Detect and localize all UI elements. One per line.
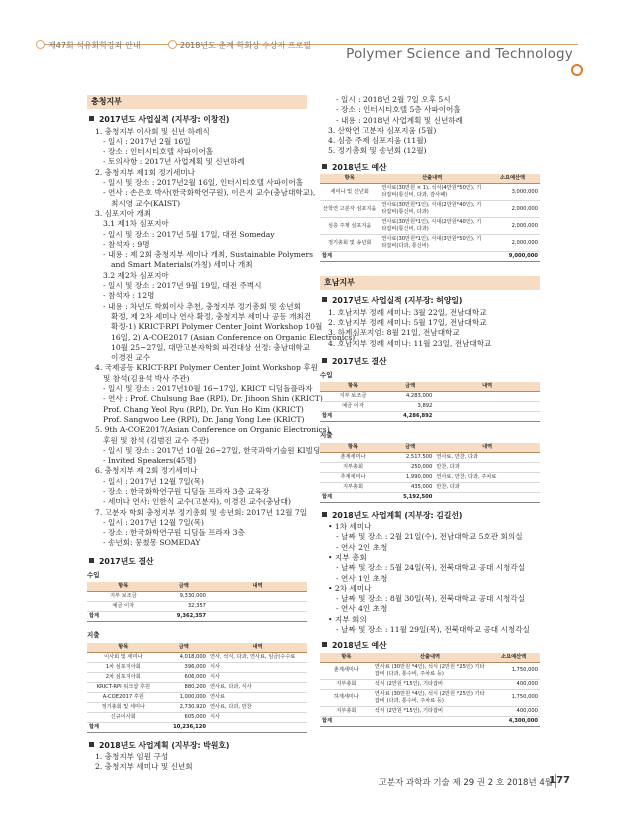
- text-line: 7. 고분자 학회 충청지부 정기총회 및 송년회: 2017년 12월 7일: [95, 507, 308, 517]
- table-header-cell: 항목: [320, 174, 379, 184]
- table-total-row: [320, 252, 540, 262]
- text-line: - 연사 : Prof. Chulsung Bae (RPI), Dr. Jihoon Shin (KRICT): [103, 394, 323, 404]
- text-line: - 장소 : 한국화학연구원 디딤돌 프라자 3층: [103, 528, 245, 538]
- income-label: 수입: [87, 571, 100, 580]
- table-cell: 1,000,000: [160, 692, 208, 702]
- table-cell: [208, 592, 307, 602]
- table-row: [87, 712, 307, 722]
- table-header-cell: 내역: [434, 443, 540, 453]
- table-cell: 석식 (2만원 *15인), 기타잡비: [373, 679, 487, 689]
- table-cell: [208, 612, 307, 622]
- table-total-row: [320, 716, 540, 726]
- bullet-square-icon: [322, 297, 327, 302]
- text-line: - 장소 : 인터시티호텔 사파이어홀: [103, 147, 214, 157]
- expense-label: 지출: [87, 631, 100, 640]
- table-total-row: [320, 492, 540, 502]
- table-cell: 연사료, 다과, 식사: [208, 682, 307, 692]
- table-cell: 세미나 및 신년회: [320, 184, 379, 201]
- table-cell: 2,000,000: [485, 201, 540, 218]
- table-header-cell: 산출내역: [373, 653, 487, 663]
- table-cell: 4,286,892: [386, 412, 434, 422]
- table-cell: 예금 이자: [87, 602, 160, 612]
- text-line: 및 참석(김용석 박사 주관): [103, 373, 190, 383]
- table-cell: 정기총회 및 송년회: [320, 235, 379, 252]
- honam-plan-lines: [320, 308, 540, 349]
- table-row: [320, 218, 540, 235]
- table-cell: 396,000: [160, 662, 208, 672]
- text-line: 이경진 교수: [111, 353, 151, 363]
- journal-info: 고분자 과학과 기술 제 29 권 2 호 2018년 4월: [378, 778, 553, 788]
- table-cell: 연사료 (30만원 *4인), 석식 (2만원 *25인) 기타잡비 (다과, 통수비, 주차료 등): [373, 662, 487, 679]
- table-cell: 합계: [320, 252, 379, 262]
- table-row: [87, 652, 307, 662]
- table-cell: 식사: [208, 672, 307, 682]
- table-cell: 합계: [320, 492, 386, 502]
- header-title: Polymer Science and Technology: [346, 46, 573, 62]
- table-row: [320, 706, 540, 716]
- text-line: 10월 25~27일, 대만고분자학회 파견대상 선정: 충남대학교: [111, 342, 311, 352]
- table-cell: 32,357: [160, 602, 208, 612]
- table-cell: [208, 602, 307, 612]
- table-row: [320, 482, 540, 492]
- table-row: [87, 692, 307, 702]
- table-cell: 지부총회: [320, 679, 373, 689]
- text-line: 1. 충청지부 임원 구성: [95, 751, 169, 761]
- table-cell: [434, 492, 540, 502]
- table-cell: 605,000: [160, 712, 208, 722]
- text-line: 2. 호남지부 정례 세미나: 5월 17일, 전남대학교: [328, 317, 487, 327]
- text-line: and Smart Materials(가칭) 세미나 개최: [111, 260, 253, 270]
- table-cell: 4,018,000: [160, 652, 208, 662]
- table-header-cell: 항목: [320, 443, 386, 453]
- page-number: 177: [549, 775, 570, 786]
- ring-icon: [571, 64, 583, 76]
- text-line: - 내용 : 차년도 학회이사 추천, 충청지부 정기총회 및 송년회: [103, 301, 301, 311]
- table-header-cell: 금액: [160, 643, 208, 653]
- table-cell: 2,000,000: [485, 235, 540, 252]
- table-header-cell: 항목: [320, 653, 373, 663]
- text-line: 4. 호남지부 정례 세미나: 11월 23일, 전남대학교: [328, 338, 492, 348]
- text-line: • 2차 세미나: [328, 583, 372, 593]
- left-2018-lines: [87, 752, 307, 773]
- text-line: - 날짜 및 장소 : 2월 21일(수), 전남대학교 5호관 회의실: [336, 532, 523, 542]
- table-cell: 10,236,120: [160, 722, 208, 732]
- text-line: 3. 심포지아 개최: [95, 208, 152, 218]
- text-line: - 일시 및 장소 : 2017년10월 16~17일, KRICT 디딤돌플라자: [103, 384, 313, 394]
- table-cell: 5,192,500: [386, 492, 434, 502]
- expense-table: [87, 643, 307, 733]
- table-cell: 연사료, 만찬, 다과, 주차료: [434, 472, 540, 482]
- table-cell: 식사: [208, 662, 307, 672]
- text-line: - 일시 및 장소 : 2017년 10월 26~27일, 한국과학기술원 KI빌딩: [103, 445, 321, 455]
- text-line: - 토의사항 : 2017년 사업계획 및 신년하례: [103, 157, 245, 167]
- table-row: [320, 472, 540, 482]
- table-cell: 합계: [320, 412, 386, 422]
- table-cell: 지부총회: [320, 706, 373, 716]
- table-cell: 연사료(30만원*1인), 식대(3만원*50인), 기타잡비(다과, 통신비): [379, 235, 485, 252]
- bullet-square-icon: [89, 558, 94, 563]
- text-line: - 일시 : 2018년 2월 7일 오후 5시: [336, 95, 451, 104]
- table-cell: 2,730,920: [160, 702, 208, 712]
- table-header-cell: 항목: [87, 582, 160, 592]
- table-row: [87, 672, 307, 682]
- table-cell: 신규이사회: [87, 712, 160, 722]
- text-line: - 연사 : 손은호 박사(한국화학연구원), 이은지 교수(충남대학교),: [103, 188, 316, 198]
- table-row: [87, 592, 307, 602]
- text-line: • 지부 총회: [328, 552, 367, 562]
- table-row: [320, 402, 540, 412]
- table-cell: [379, 252, 485, 262]
- text-line: - 일시 및 장소 : 2017년 5월 17일, 대전 Someday: [103, 229, 275, 239]
- table-total-row: [87, 612, 307, 622]
- bullet-square-icon: [322, 358, 327, 363]
- table-total-row: [320, 412, 540, 422]
- table-cell: 이사회 및 세미나: [87, 652, 160, 662]
- table-cell: 435,000: [386, 482, 434, 492]
- table-row: [87, 602, 307, 612]
- text-line: 4. 심층 주제 심포지움 (11월): [328, 136, 427, 146]
- text-line: 16일, 2) A-COE2017 (Asian Conference on Organic Electronics): [111, 332, 356, 342]
- text-line: 3. 하계심포지엄: 8월 21일, 전남대학교: [328, 328, 460, 338]
- table-cell: 연사료(30만원 × 1), 석식(4만원*50인), 기타잡비(통신비, 다과, 감사패): [379, 184, 485, 201]
- table-cell: 산학연 고분자 심포지움: [320, 201, 379, 218]
- text-line: 2. 충청지부 제1회 정기세미나: [95, 167, 196, 177]
- honam-income-table: [320, 382, 540, 422]
- table-cell: 400,000: [487, 706, 540, 716]
- text-line: 1. 충청지부 이사회 및 신년 하례식: [95, 126, 210, 136]
- table-cell: 1,990,000: [386, 472, 434, 482]
- text-line: • 지부 회의: [328, 614, 367, 624]
- table-header-cell: 금액: [386, 443, 434, 453]
- table-total-row: [87, 722, 307, 732]
- bullet-square-icon: [89, 116, 94, 121]
- table-header-cell: 내역: [434, 382, 540, 392]
- text-line: 4. 국제공동 KRICT-RPI Polymer Center Joint Workshop 후원: [95, 363, 318, 373]
- table-cell: 880,200: [160, 682, 208, 692]
- bullet-square-icon: [322, 164, 327, 169]
- table-cell: 1,750,000: [487, 689, 540, 706]
- table-row: [320, 452, 540, 462]
- table-row: [320, 662, 540, 679]
- table-cell: 9,362,357: [160, 612, 208, 622]
- text-line: - 일시 : 2017년 12월 7일(목): [103, 476, 204, 486]
- text-line: - Invited Speakers(45명): [103, 456, 197, 466]
- text-line: - 날짜 및 장소 : 8월 30일(목), 전북대학교 공대 시청각실: [336, 594, 526, 604]
- table-cell: 합계: [87, 722, 160, 732]
- header-tag-2: 2018년도 춘계 학회상 수상자 프로필: [168, 40, 311, 51]
- heading-2018-plan: 2018년도 사업계획 (지부장: 박원호): [87, 741, 307, 751]
- table-cell: 추계세미나: [320, 472, 386, 482]
- table-cell: 1,750,000: [487, 662, 540, 679]
- text-line: 2. 충청지부 세미나 및 신년회: [95, 762, 193, 772]
- table-cell: 2차 심포지아회: [87, 672, 160, 682]
- table-cell: 2,517,500: [386, 452, 434, 462]
- table-cell: 연사료(30만원*1인), 식대(2만원*40인), 기타잡비(통신비, 다과): [379, 201, 485, 218]
- text-line: - 일시 : 2017년 12월 7일(목): [103, 517, 204, 527]
- table-row: [320, 689, 540, 706]
- budget-table: [320, 174, 540, 262]
- text-line: - 참석자 : 9명: [103, 239, 150, 249]
- table-row: [87, 682, 307, 692]
- table-header-cell: 내역: [208, 582, 307, 592]
- table-cell: [434, 392, 540, 402]
- table-cell: 9,000,000: [485, 252, 540, 262]
- text-line: - 날짜 및 장소 : 11월 29일(목), 전북대학교 공대 시청각실: [336, 625, 530, 635]
- heading-2017-plan: 2017년도 사업실적 (지부장: 이창진): [87, 115, 307, 125]
- text-line: Prof. Chang Yeol Ryu (RPI), Dr. Yun Ho Kim (KRICT): [103, 404, 304, 414]
- table-cell: 연사료: [208, 692, 307, 702]
- text-line: - 내용 : 제 2회 충청지부 세미나 개최, Sustainable Polymers: [103, 250, 313, 260]
- honam-income-label: 수입: [320, 371, 333, 380]
- right-column: [320, 95, 540, 727]
- table-cell: 춘계세미나: [320, 662, 373, 679]
- section-title-honam: 호남지부: [320, 276, 540, 290]
- table-cell: 심층 주제 심포지움: [320, 218, 379, 235]
- text-line: 5. 정기총회 및 송년회 (12월): [328, 146, 427, 156]
- table-cell: 식사: [208, 712, 307, 722]
- table-cell: 정기총회 및 세미나: [87, 702, 160, 712]
- text-line: 6. 충청지부 제 2회 정기세미나: [95, 466, 198, 476]
- table-header-cell: 금액: [160, 582, 208, 592]
- text-line: 3. 산학연 고분자 심포지움 (5월): [328, 125, 437, 135]
- table-row: [320, 392, 540, 402]
- table-header-cell: 금액: [386, 382, 434, 392]
- text-line: 5. 9th A-COE2017(Asian Conference on Organic Electronics): [95, 425, 330, 435]
- table-cell: 춘계세미나: [320, 452, 386, 462]
- text-line: • 1차 세미나: [328, 522, 372, 532]
- table-row: [87, 702, 307, 712]
- circle-icon: [168, 40, 177, 49]
- heading-2018-budget: 2018년도 예산: [320, 163, 540, 173]
- text-line: 3.1 제1차 심포지아: [103, 219, 169, 229]
- table-cell: 연사료(30만원*1인), 식대(2만원*40인), 기타잡비(통신비, 다과): [379, 218, 485, 235]
- text-line: 확정-1) KRICT-RPI Polymer Center Joint Workshop 10월: [111, 322, 323, 332]
- table-cell: 지부 보조금: [320, 392, 386, 402]
- table-cell: 2,000,000: [485, 218, 540, 235]
- heading-honam-2017-plan: 2017년도 사업실적 (지부장: 허양일): [320, 296, 540, 306]
- honam-2018-lines: [320, 522, 540, 635]
- table-cell: 400,000: [487, 679, 540, 689]
- table-cell: 석식 (2만원 *15인), 기타잡비: [373, 706, 487, 716]
- text-line: 3.2 제2차 심포지아: [103, 270, 169, 280]
- table-cell: 만찬, 다과: [434, 462, 540, 472]
- bullet-square-icon: [322, 512, 327, 517]
- text-line: - 일시 및 장소 : 2017년 9월 19일, 대전 주벽시: [103, 281, 262, 291]
- honam-expense-table: [320, 443, 540, 503]
- bullet-square-icon: [89, 742, 94, 747]
- table-cell: 3,892: [386, 402, 434, 412]
- text-line: - 내용 : 2018년 사업계획 및 신년하례: [336, 115, 463, 125]
- text-line: - 일시 : 2017년 2월 16일: [103, 136, 191, 146]
- table-cell: 연사료, 다과, 만찬: [208, 702, 307, 712]
- honam-budget-table: [320, 653, 540, 727]
- table-cell: 예금 이자: [320, 402, 386, 412]
- table-cell: [434, 402, 540, 412]
- table-cell: 지부총회: [320, 462, 386, 472]
- text-line: - 세미나 연사: 인한식 교수(고분자), 이경진 교수(충남대): [103, 497, 291, 507]
- table-header-cell: 소요예산액: [487, 653, 540, 663]
- heading-honam-settlement: 2017년도 결산: [320, 357, 540, 367]
- table-cell: [434, 412, 540, 422]
- table-cell: 연사, 석식, 다과, 연사료, 임금(수수료: [208, 652, 307, 662]
- text-line: - 일시 및 장소 : 2017년2월 16일, 인터시티호텔 사파이어홀: [103, 178, 304, 188]
- text-line: 최시영 교수(KAIST): [111, 198, 181, 208]
- table-cell: 606,000: [160, 672, 208, 682]
- table-cell: 지부 보조금: [87, 592, 160, 602]
- honam-expense-label: 지출: [320, 431, 333, 440]
- section-title-chungcheong: 충청지부: [87, 95, 307, 109]
- table-cell: A-COE2017 후원: [87, 692, 160, 702]
- table-row: [320, 462, 540, 472]
- table-cell: [208, 722, 307, 732]
- table-cell: 250,000: [386, 462, 434, 472]
- heading-honam-2018-budget: 2018년도 예산: [320, 641, 540, 651]
- income-table: [87, 582, 307, 622]
- table-row: [87, 662, 307, 672]
- text-line: 1. 호남지부 정례 세미나: 3월 22일, 전남대학교: [328, 307, 487, 317]
- heading-2017-settlement: 2017년도 결산: [87, 557, 307, 567]
- table-header-cell: 소요예산액: [485, 174, 540, 184]
- table-row: [320, 184, 540, 201]
- table-header-cell: 내역: [208, 643, 307, 653]
- bullet-square-icon: [322, 642, 327, 647]
- table-cell: 3,000,000: [485, 184, 540, 201]
- heading-honam-2018-plan: 2018년도 사업계획 (지부장: 김길선): [320, 511, 540, 521]
- table-cell: 합계: [320, 716, 373, 726]
- text-line: 후원 및 참석 (김범진 교수 주관): [103, 435, 210, 445]
- table-cell: 하계세미나: [320, 689, 373, 706]
- text-line: - 장소 : 한국화학연구원 디딤돌 프라자 3층 교육장: [103, 486, 270, 496]
- table-header-cell: 항목: [87, 643, 160, 653]
- page-header: [0, 0, 625, 70]
- text-line: Prof. Sangwoo Lee (RPI), Dr. Jang Yong Lee (KRICT): [103, 414, 305, 424]
- text-line: - 연사 2인 초청: [336, 542, 388, 552]
- table-header-cell: 산출내역: [379, 174, 485, 184]
- right-top-lines: [320, 95, 540, 157]
- table-row: [320, 235, 540, 252]
- table-header-cell: 항목: [320, 382, 386, 392]
- table-cell: 지부총회: [320, 482, 386, 492]
- table-cell: 합계: [87, 612, 160, 622]
- table-cell: 연사료 (30만원 *4인), 석식 (2만원 *25인) 기타잡비 (다과, 통수비, 주차료 등): [373, 689, 487, 706]
- header-tag-1: 제47회 석유화학강좌 안내: [36, 40, 141, 51]
- text-line: - 연사 4인 초청: [336, 604, 388, 614]
- table-cell: 4,283,000: [386, 392, 434, 402]
- table-cell: 1차 심포지아회: [87, 662, 160, 672]
- table-cell: [373, 716, 487, 726]
- table-cell: 4,300,000: [487, 716, 540, 726]
- text-line: - 연사 1인 초청: [336, 573, 388, 583]
- table-row: [320, 201, 540, 218]
- text-line: - 날짜 및 장소 : 5월 24일(목), 전북대학교 공대 시청각실: [336, 563, 526, 573]
- text-line: 확정, 제 2차 세미나 연사 확정, 충청지부 세미나 공동 개최건: [111, 311, 312, 321]
- circle-icon: [36, 40, 45, 49]
- table-cell: 9,330,000: [160, 592, 208, 602]
- text-line: - 참석자 : 12명: [103, 291, 155, 301]
- table-cell: KRICT-RPI 워크샵 후원: [87, 682, 160, 692]
- table-cell: 연사료, 만찬, 다과: [434, 452, 540, 462]
- text-line: - 장소 : 인터시티호텔 5층 사파이어홀: [336, 105, 461, 115]
- table-cell: 만찬, 다과: [434, 482, 540, 492]
- text-line: - 송년회: 뭉쳤몽 SOMEDAY: [103, 538, 201, 548]
- table-row: [320, 679, 540, 689]
